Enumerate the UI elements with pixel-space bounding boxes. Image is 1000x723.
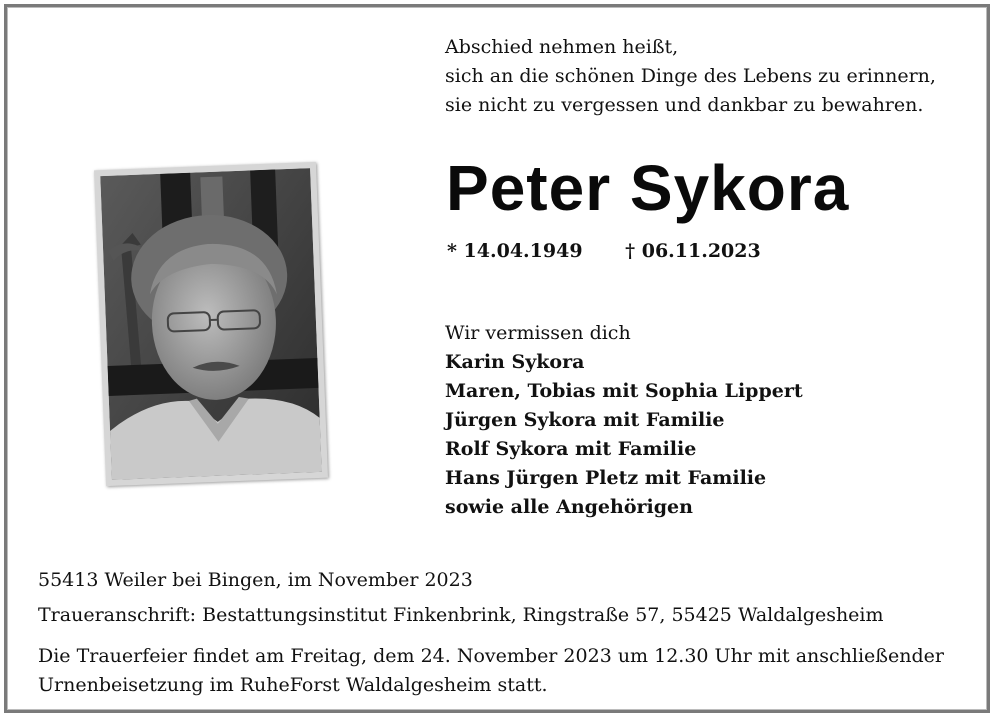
mourners-list: [445, 319, 803, 522]
farewell-poem: [445, 33, 936, 120]
poem-line: sie nicht zu vergessen und dankbar zu bewahren.: [445, 94, 924, 116]
place-and-date: 55413 Weiler bei Bingen, im November 2023: [38, 569, 473, 591]
mourner-name: sowie alle Angehörigen: [445, 496, 693, 518]
portrait-image: [100, 168, 322, 480]
mourning-address: Traueranschrift: Bestattungsinstitut Finkenbrink, Ringstraße 57, 55425 Waldalgesheim: [38, 604, 884, 626]
ceremony-line: Urnenbeisetzung im RuheForst Waldalgesheim statt.: [38, 674, 548, 696]
deceased-name: Peter Sykora: [446, 152, 850, 224]
poem-line: sich an die schönen Dinge des Lebens zu erinnern,: [445, 65, 936, 87]
portrait-photo: [94, 162, 328, 486]
mourner-name: Karin Sykora: [445, 351, 585, 373]
mourner-name: Hans Jürgen Pletz mit Familie: [445, 467, 767, 489]
mourners-intro: Wir vermissen dich: [445, 322, 631, 344]
life-dates: [447, 240, 761, 262]
ceremony-info: [38, 642, 944, 700]
mourner-name: Rolf Sykora mit Familie: [445, 438, 697, 460]
death-date: † 06.11.2023: [625, 240, 761, 262]
poem-line: Abschied nehmen heißt,: [445, 36, 679, 58]
mourner-name: Maren, Tobias mit Sophia Lippert: [445, 380, 803, 402]
birth-date: * 14.04.1949: [447, 240, 583, 262]
mourner-name: Jürgen Sykora mit Familie: [445, 409, 725, 431]
ceremony-line: Die Trauerfeier findet am Freitag, dem 24. November 2023 um 12.30 Uhr mit anschließender: [38, 645, 944, 667]
